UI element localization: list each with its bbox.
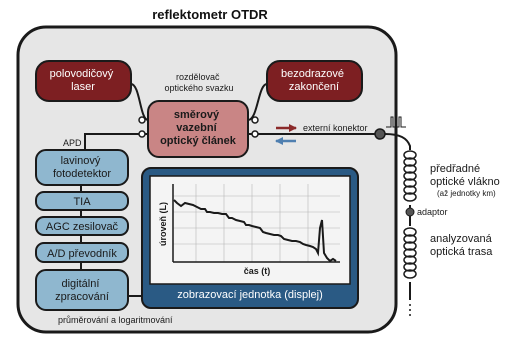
coupler-out-port (252, 131, 258, 137)
fiber-continuation-dots (409, 304, 411, 316)
splitter-label: rozdělovač optického svazku (164, 72, 234, 93)
agc-label: AGC zesilovač (45, 221, 119, 233)
adc-label: A/D převodník (47, 248, 117, 260)
external-connector (375, 129, 385, 139)
detector-label: lavinový fotodetektor (52, 155, 112, 180)
adaptor-node (406, 208, 414, 216)
terminator-label: bezodrazové zakončení (280, 68, 344, 93)
lead-fiber-label: předřadné optické vlákno (až jednotky km) (430, 163, 500, 198)
dsp-block (36, 270, 128, 310)
tested-fiber-coil (404, 228, 416, 278)
adaptor-label: adaptor (417, 207, 448, 217)
laser-port (139, 117, 145, 123)
laser-label: polovodičový laser (49, 68, 114, 93)
external-connector-label: externí konektor (303, 123, 368, 133)
tested-fiber-label: analyzovaná optická trasa (430, 233, 493, 258)
diagram-title: reflektometr OTDR (152, 7, 268, 22)
lead-fiber-coil (404, 151, 416, 201)
display-caption: zobrazovací jednotka (displej) (177, 289, 323, 301)
plot-ylabel: úroveň (L) (158, 202, 168, 246)
terminator-port (252, 117, 258, 123)
apd-label: APD (63, 138, 82, 148)
averaging-label: průměrování a logaritmování (58, 315, 173, 325)
detector-port (139, 131, 145, 137)
coupler-label: směrový vazební optický článek (160, 109, 236, 147)
dsp-label: digitální zpracování (55, 278, 109, 303)
tia-label: TIA (73, 196, 91, 208)
plot-xlabel: čas (t) (243, 266, 271, 276)
